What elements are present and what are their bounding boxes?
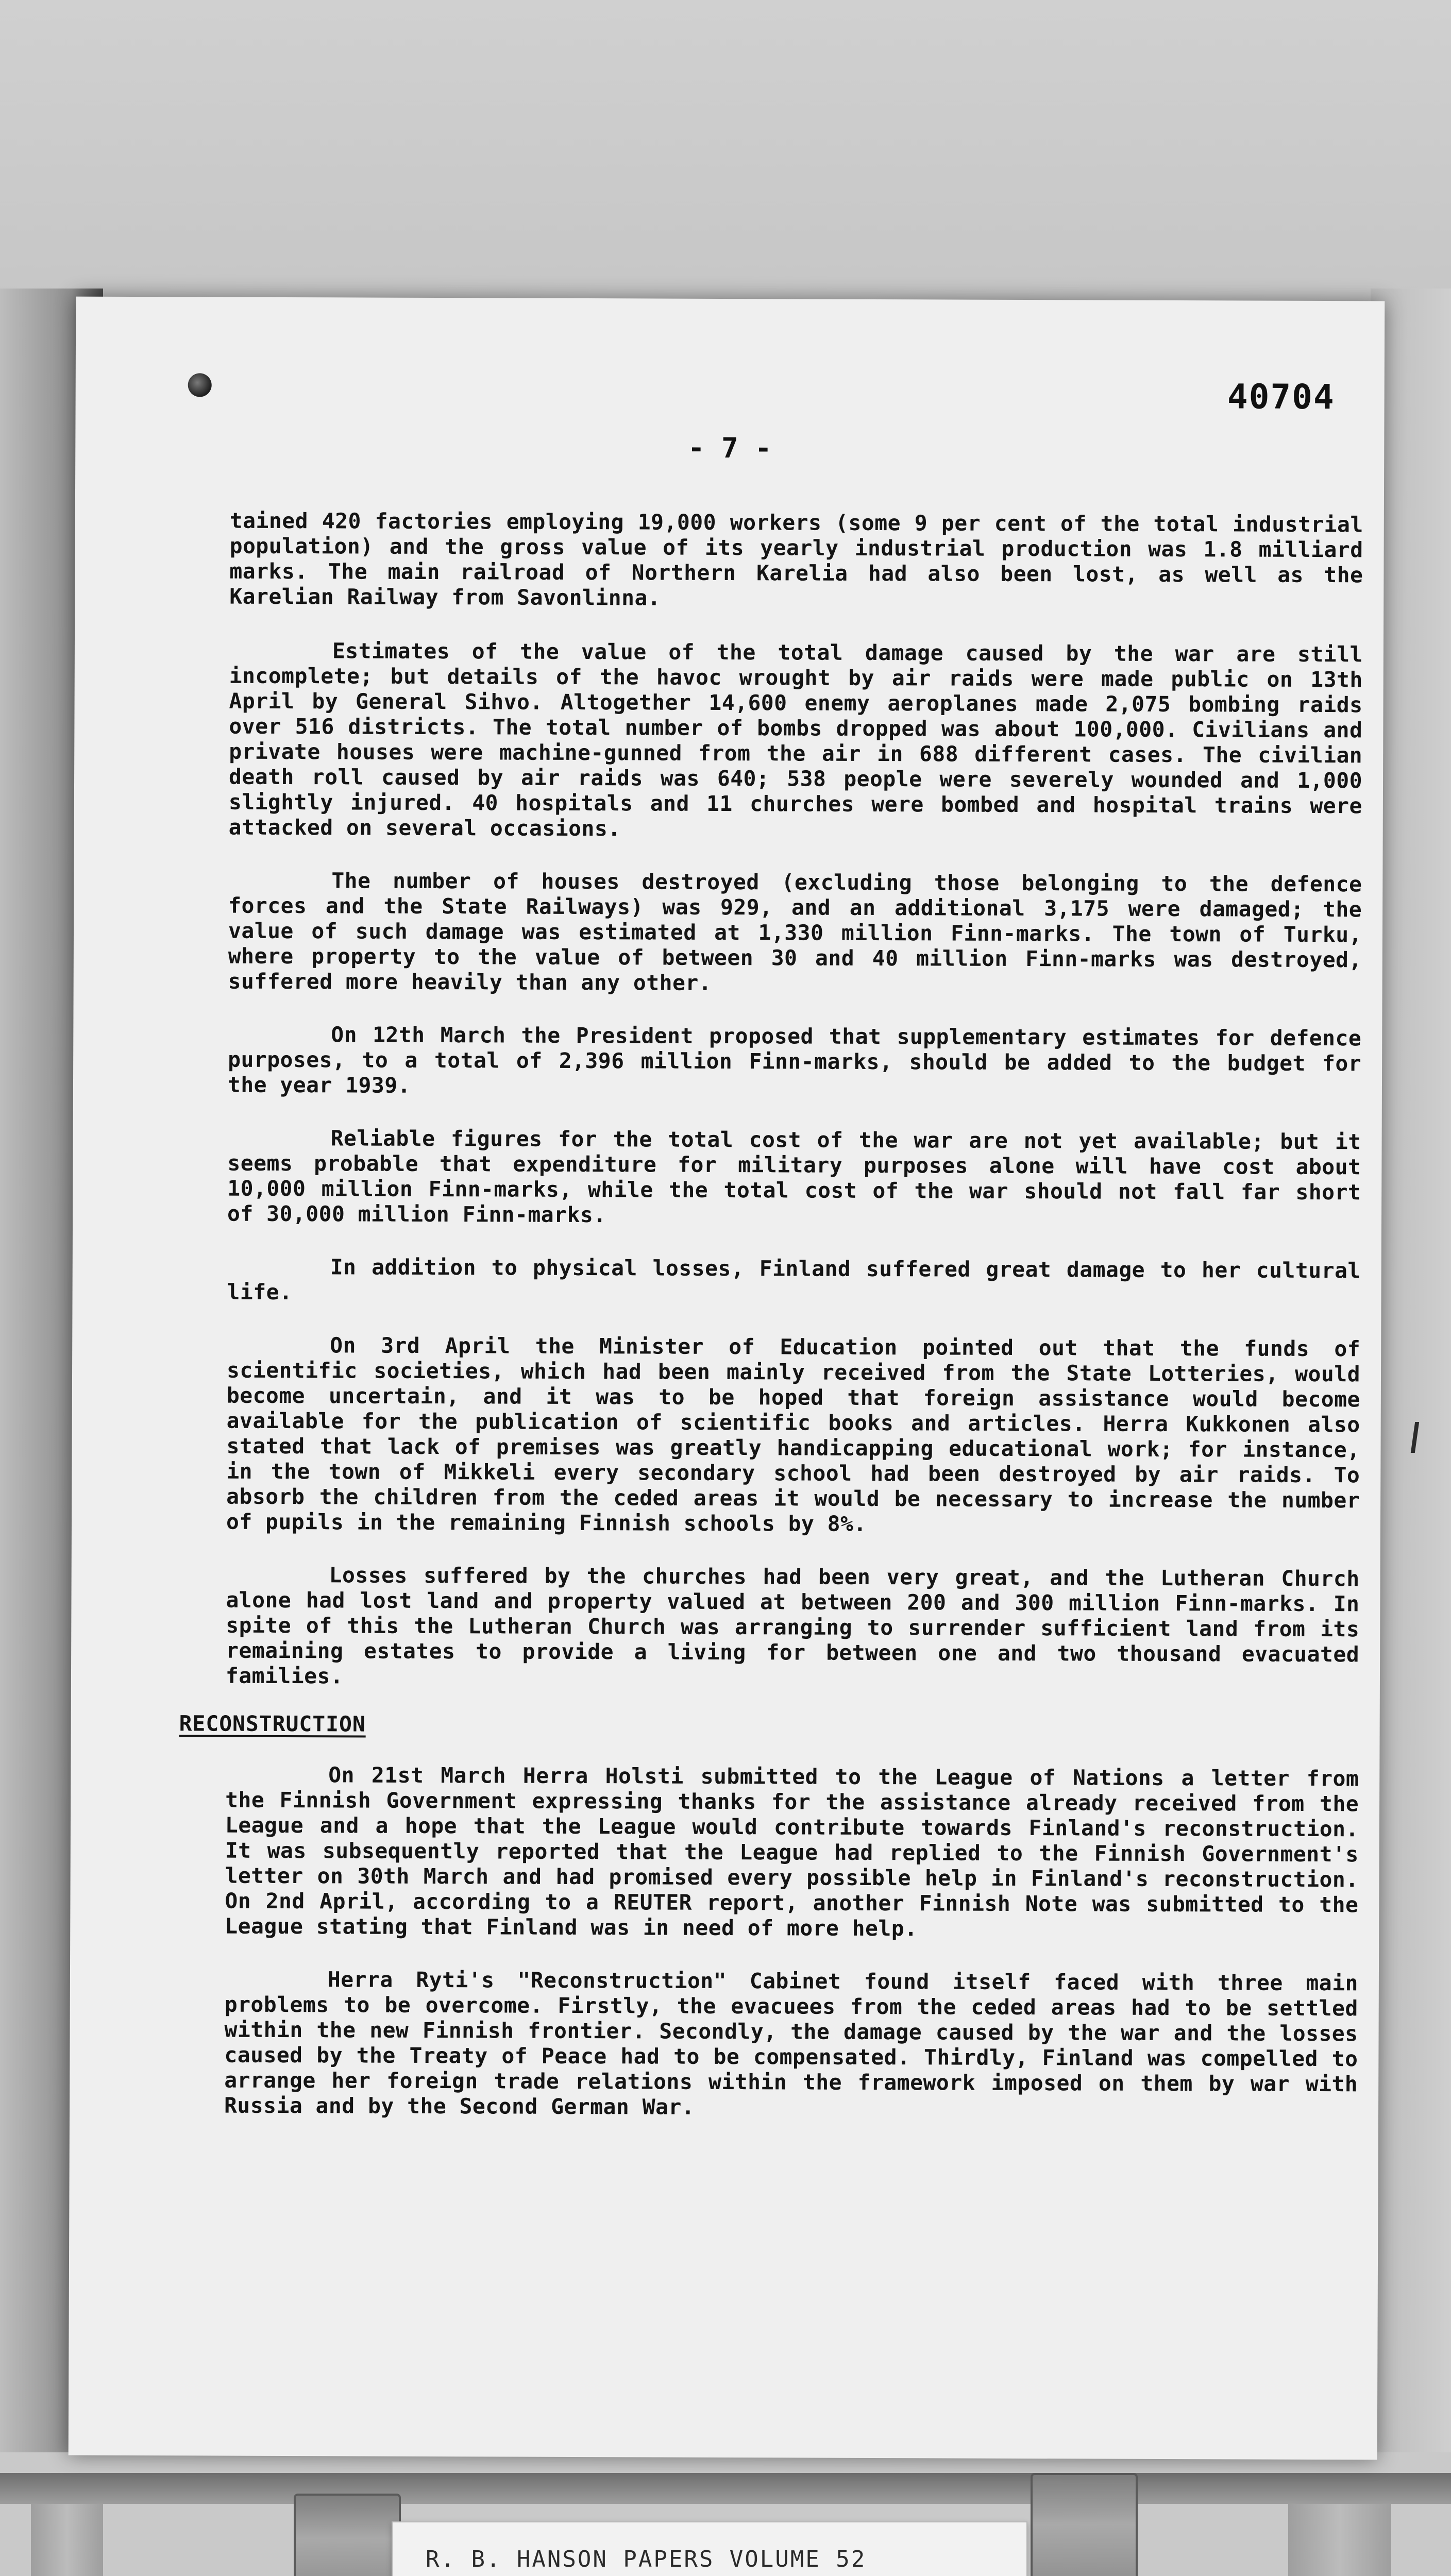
- paragraph-continuation: tained 420 factories employing 19,000 workers (some 9 per cent of the total industrial population) and the gross value of its yearly industrial production was 1.8 milliard marks. The main railroad of Northern Karelia had also been lost, as well as the Karelian Railway from Savonlinna.: [229, 508, 1363, 611]
- section-heading-reconstruction: RECONSTRUCTION: [179, 1711, 366, 1737]
- paragraph-houses-destroyed: The number of houses destroyed (excluding those belonging to the defence forces and the State Railways) was 929, and an additional 3,175 were damaged; the value of such damage was estimated at 1,330 million Finn-marks. The town of Turku, where property to the value of between 30 and 40 million Finn-marks was destroyed, suffered more heavily than any other.: [228, 868, 1362, 995]
- left-binder-clip: [294, 2494, 401, 2576]
- volume-label-text: R. B. HANSON PAPERS VOLUME 52: [426, 2546, 867, 2572]
- paragraph-air-raid-damage: Estimates of the value of the total damage caused by the war are still incomplete; but details of the havoc wrought by air raids were made public on 13th April by General Sihvo. Altogether 14,600 enemy aeroplanes made 2,075 bombing raids over 516 districts. The total number of bombs dropped was about 100,000. Civilians and private houses were machine-gunned from the air in 688 different cases. The civilian death roll caused by air raids was 640; 538 people were severely wounded and 1,000 slightly injured. 40 hospitals and 11 churches were bombed and hospital trains were attacked on several occasions.: [228, 638, 1363, 841]
- paragraph-total-war-cost: Reliable figures for the total cost of the war are not yet available; but it seems probable that expenditure for military purposes alone will have cost about 10,000 million Finn-marks, while the total cost of the war should not fall far short of 30,000 million Finn-marks.: [227, 1126, 1361, 1228]
- paragraph-cultural-losses: In addition to physical losses, Finland suffered great damage to her cultural life.: [227, 1255, 1361, 1305]
- paragraph-supplementary-estimates: On 12th March the President proposed that supplementary estimates for defence purposes, to a total of 2,396 million Finn-marks, should be added to the budget for the year 1939.: [227, 1022, 1362, 1098]
- document-number: 40704: [1227, 377, 1335, 417]
- left-mount-strip: [31, 2504, 103, 2576]
- right-mount-strip: [1288, 2504, 1391, 2576]
- right-binder-clip: [1031, 2473, 1138, 2576]
- paragraph-education: On 3rd April the Minister of Education pointed out that the funds of scientific societies, which had been mainly received from the State Lotteries, would become uncertain, and it was to be hoped that foreign assistance would become available for the publication of scientific books and articles. Herra Kukkonen also stated that lack of premises was greatly handicapping educational work; for instance, in the town of Mikkeli every secondary school had been destroyed by air raids. To absorb the children from the ceded areas it would be necessary to increase the number of pupils in the remaining Finnish schools by 8%.: [226, 1333, 1361, 1536]
- paragraph-church-losses: Losses suffered by the churches had been very great, and the Lutheran Church alone had lost land and property valued at between 200 and 300 million Finn-marks. In spite of this the Lutheran Church was arranging to surrender sufficient land from its remaining estates to provide a living for between one and two thousand evacuated families.: [225, 1563, 1360, 1689]
- document-page: [69, 297, 1385, 2460]
- paragraph-reconstruction-cabinet: Herra Ryti's "Reconstruction" Cabinet found itself faced with three main problems to be overcome. Firstly, the evacuees from the ceded areas had to be settled within the new Finnish frontier. Secondly, the damage caused by the war and the losses caused by the Treaty of Peace had to be compensated. Thirdly, Finland was compelled to arrange her foreign trade relations within the framework imposed on them by war with Russia and by the Second German War.: [224, 1967, 1358, 2120]
- scanner-background-top: [0, 0, 1451, 309]
- document-body: [179, 508, 1363, 2150]
- board-shadow-band: [0, 2473, 1451, 2504]
- volume-label: [392, 2521, 1027, 2576]
- paragraph-league-of-nations: On 21st March Herra Holsti submitted to the League of Nations a letter from the Finnish Government expressing thanks for the assistance already received from the League and a hope that the League would contribute towards Finland's reconstruction. It was subsequently reported that the League had replied to the Finnish Government's letter on 30th March and had promised every possible help in Finland's reconstruction. On 2nd April, according to a REUTER report, another Finnish Note was submitted to the League stating that Finland was in need of more help.: [225, 1762, 1359, 1941]
- punch-hole-icon: [188, 373, 212, 397]
- page-number: - 7 -: [687, 431, 772, 465]
